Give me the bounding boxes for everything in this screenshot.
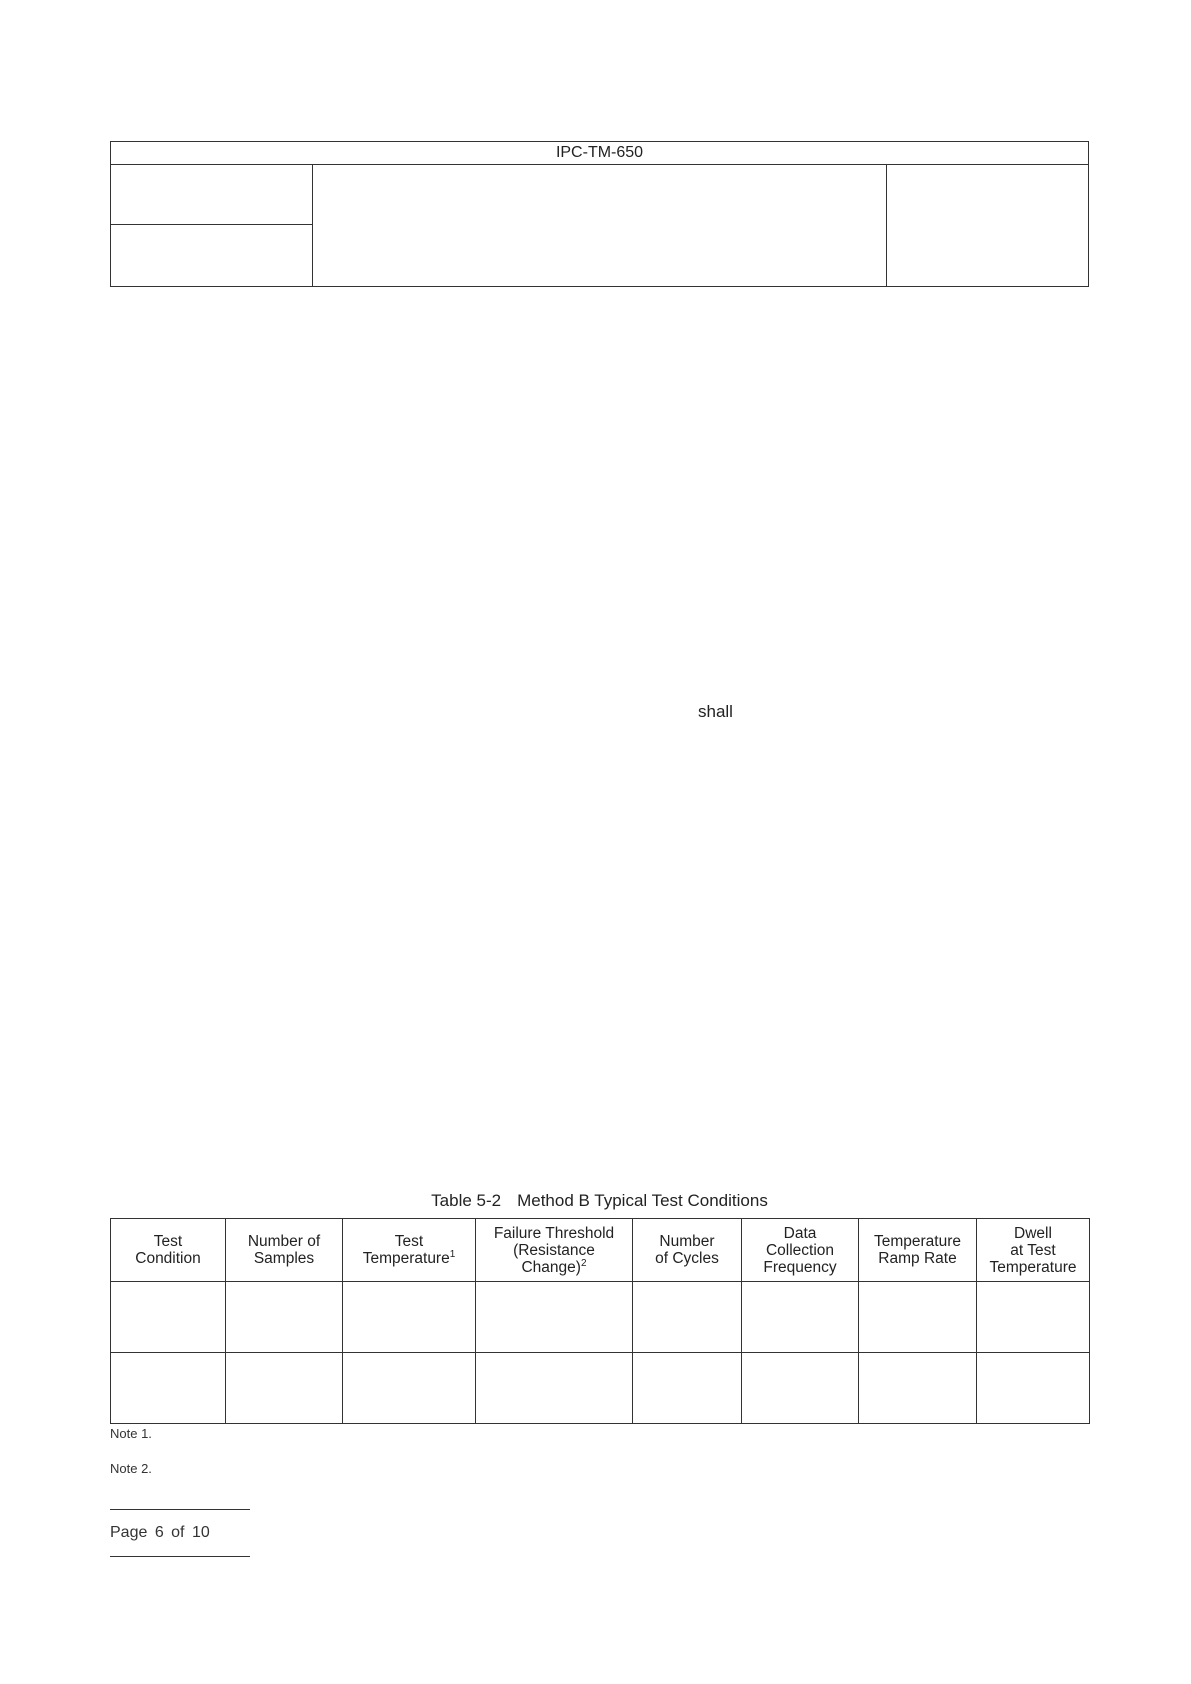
column-header: Dwell at Test Temperature — [977, 1219, 1090, 1282]
document-header — [110, 141, 1089, 287]
table-cell — [859, 1353, 977, 1424]
column-header: Data Collection Frequency — [742, 1219, 859, 1282]
header-subject-cell — [313, 165, 887, 286]
table-cell — [977, 1353, 1090, 1424]
table-caption-title: Method B Typical Test Conditions — [517, 1191, 768, 1210]
table-header-row — [111, 1219, 1090, 1282]
header-revision-cell — [111, 225, 313, 286]
table-cell — [111, 1353, 226, 1424]
table-row — [111, 1353, 1090, 1424]
table-cell — [977, 1282, 1090, 1353]
table-caption-number: Table 5-2 — [431, 1191, 502, 1210]
table-note-1: Note 1. — [110, 1426, 152, 1441]
table-note-2: Note 2. — [110, 1461, 152, 1476]
table-row — [111, 1282, 1090, 1353]
body-text-fragment: shall — [698, 702, 733, 721]
table-cell — [633, 1353, 742, 1424]
table-cell — [343, 1353, 476, 1424]
table-cell — [476, 1282, 633, 1353]
table-cell — [859, 1282, 977, 1353]
test-conditions-table — [110, 1218, 1090, 1424]
column-header: Test Temperature$^1$ — [343, 1219, 476, 1282]
footer-rule-bottom — [110, 1556, 250, 1557]
table-cell — [226, 1353, 343, 1424]
table-caption — [110, 1191, 1089, 1211]
footer-rule-top — [110, 1509, 250, 1510]
header-date-cell — [887, 165, 1088, 286]
table-cell — [476, 1353, 633, 1424]
header-number-cell — [111, 165, 313, 225]
table-cell — [633, 1282, 742, 1353]
column-header: Failure Threshold (Resistance Change)$^2$ — [476, 1219, 633, 1282]
table-cell — [343, 1282, 476, 1353]
header-title: IPC-TM-650 — [111, 142, 1088, 165]
table-cell — [742, 1282, 859, 1353]
table-cell — [111, 1282, 226, 1353]
column-header: Temperature Ramp Rate — [859, 1219, 977, 1282]
column-header: Number of Samples — [226, 1219, 343, 1282]
column-header: Number of Cycles — [633, 1219, 742, 1282]
page-number: Page 6 of 10 — [110, 1524, 210, 1541]
column-header: Test Condition — [111, 1219, 226, 1282]
table-cell — [226, 1282, 343, 1353]
table-cell — [742, 1353, 859, 1424]
